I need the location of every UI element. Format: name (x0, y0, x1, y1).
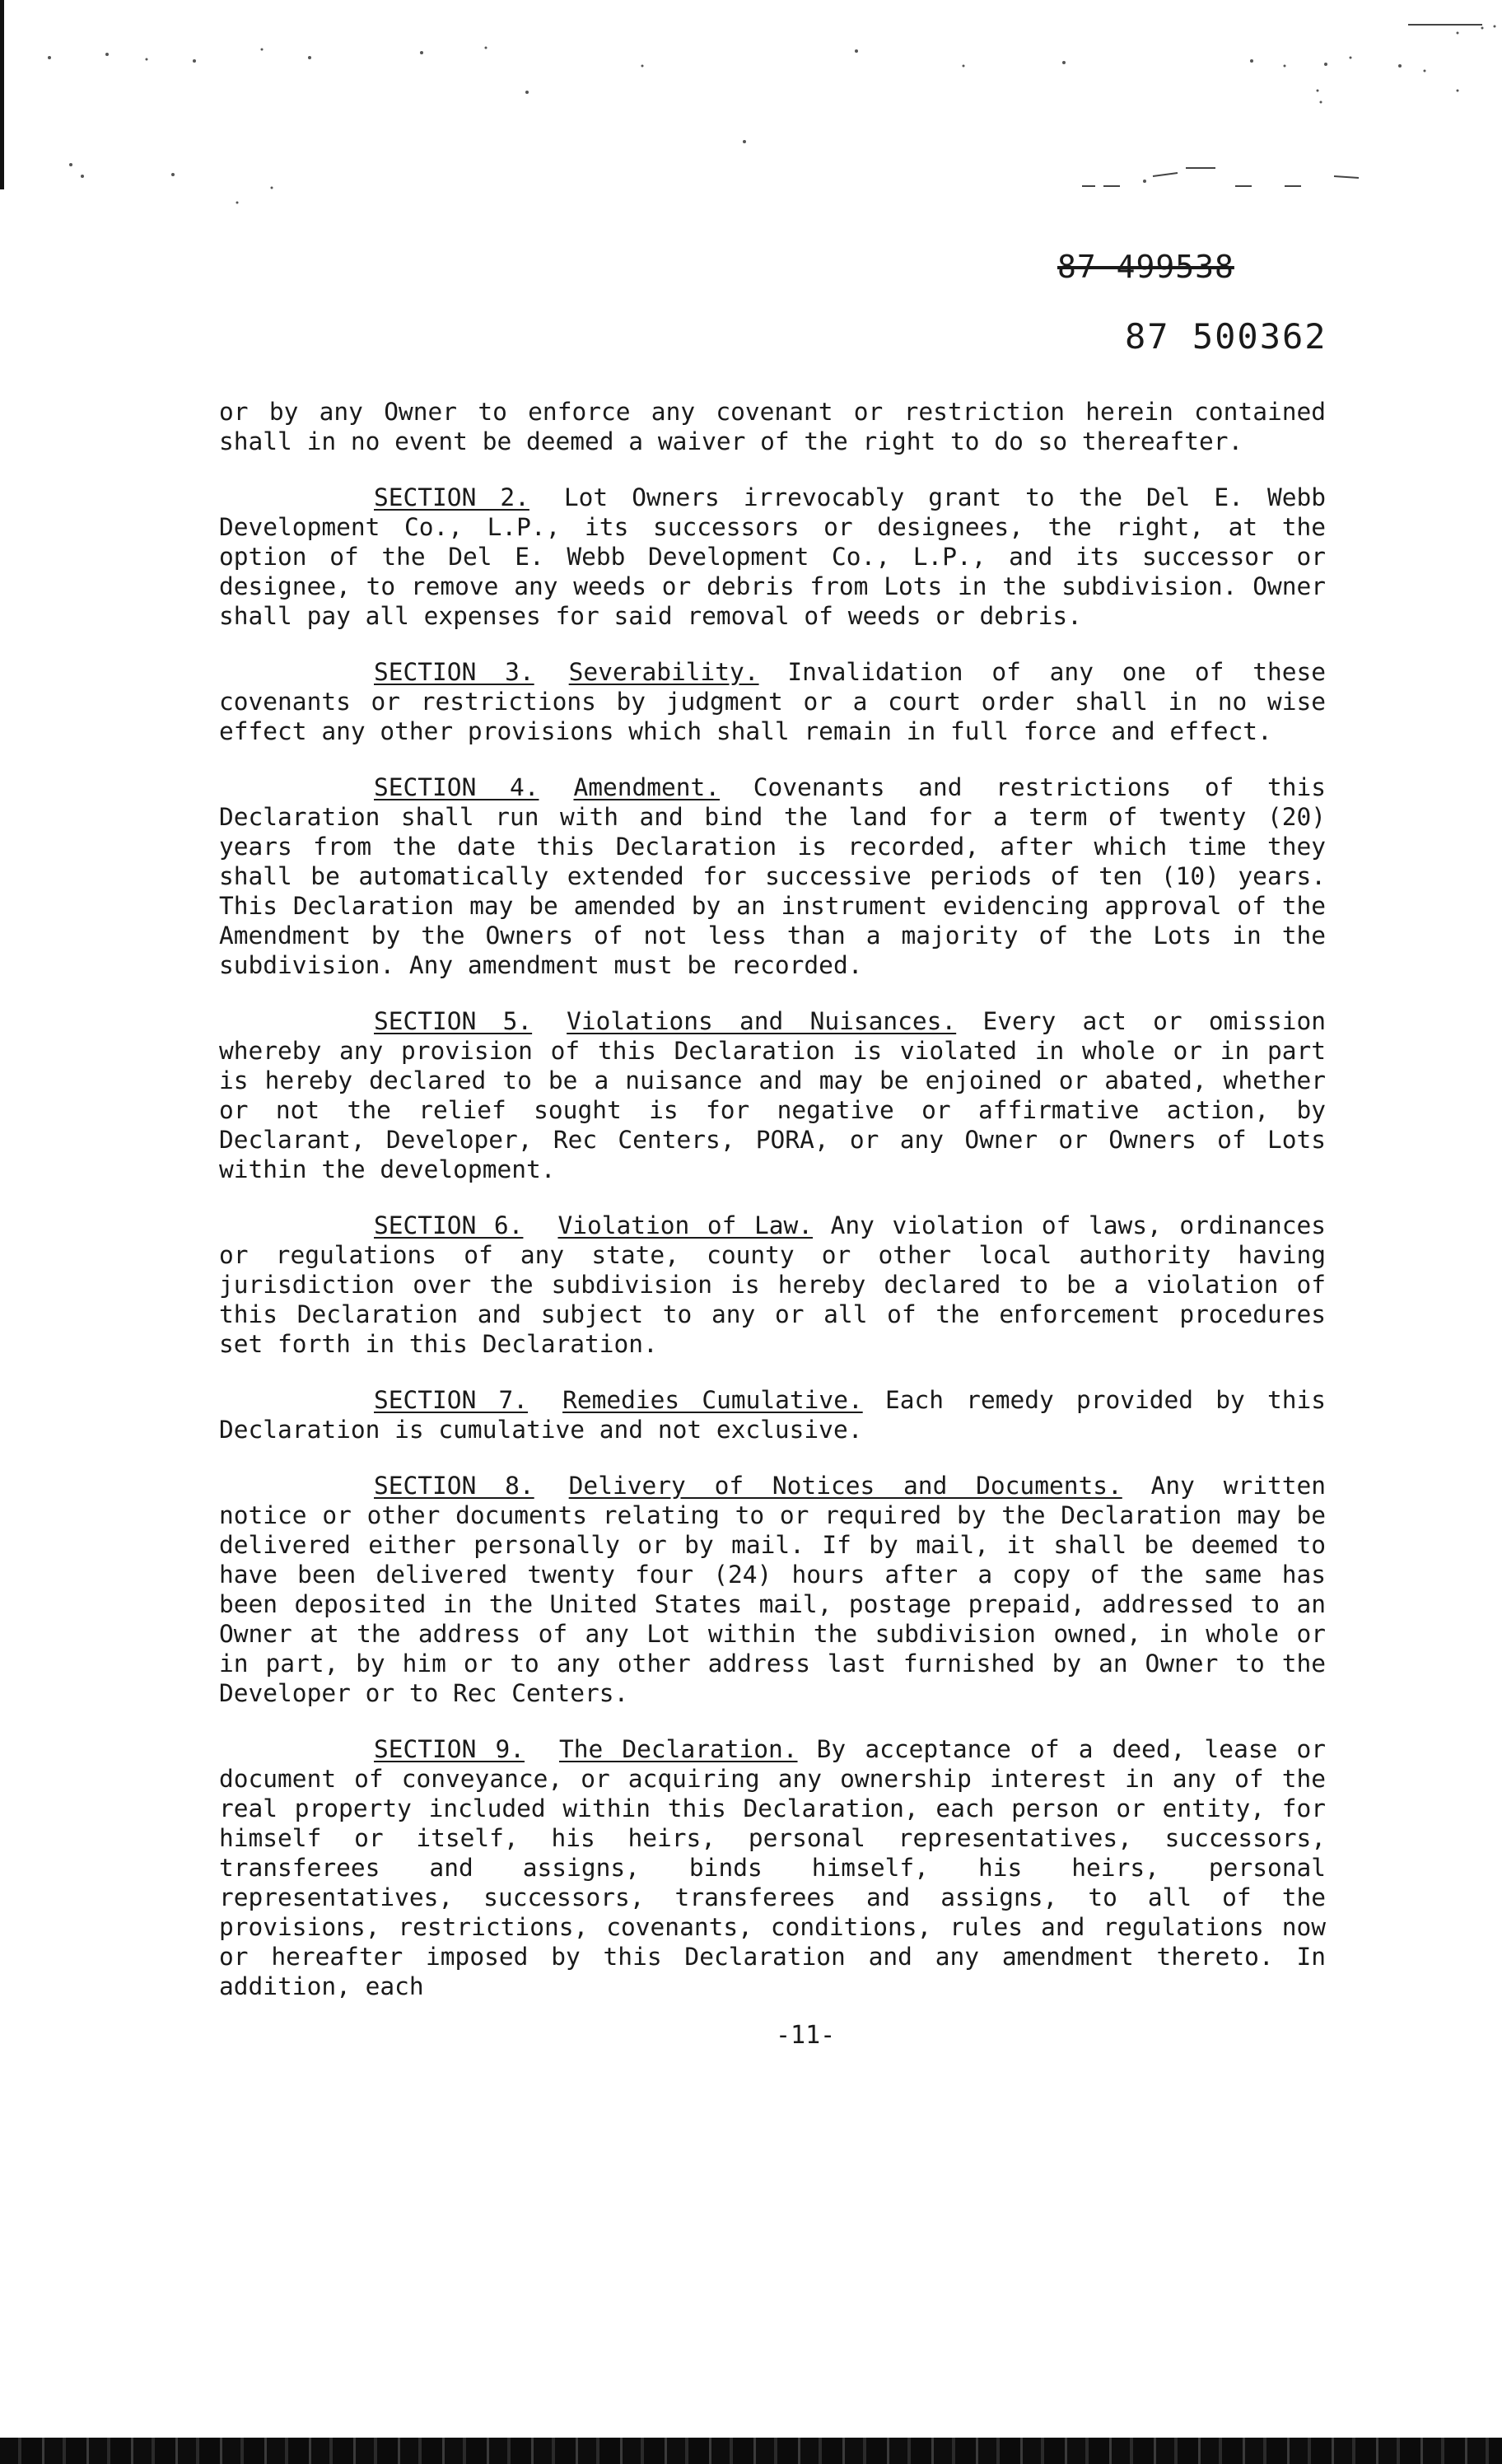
section-number: SECTION 3. (374, 658, 534, 686)
section-8 (219, 1471, 1326, 1708)
section-title: Remedies Cumulative. (562, 1386, 863, 1414)
section-body: Any written notice or other documents relating to or required by the Declaration may be delivered either personally or by mail. If by mail, it shall be deemed to have been delivered twenty four (24) hours after a copy of the same has been deposited in the United States mail, postage prepaid, addressed to an Owner at the address of any Lot within the subdivision owned, in whole or in part, by him or to any other address last furnished by an Owner to the Developer or to Rec Centers. (219, 1472, 1327, 1707)
section-number: SECTION 8. (374, 1472, 534, 1500)
section-6 (219, 1211, 1326, 1359)
page-number: -11- (776, 2021, 836, 2050)
scan-bottom-band (0, 2438, 1502, 2464)
section-5 (219, 1006, 1326, 1184)
section-4 (219, 772, 1326, 980)
section-number: SECTION 4. (374, 773, 539, 801)
superseded-document-number: 87 499538 (1057, 249, 1234, 285)
section-body: Every act or omission whereby any provision of this Declaration is violated in whole or in part is hereby declared to be a nuisance and may be enjoined or abated, whether or not the relief sought is for negative or affirmative action, by Declarant, Developer, Rec Centers, PORA, or any Owner or Owners of Lots within the development. (219, 1007, 1326, 1183)
section-number: SECTION 5. (374, 1007, 533, 1035)
section-title: Violation of Law. (557, 1211, 814, 1239)
section-number: SECTION 7. (374, 1386, 529, 1414)
section-body: Covenants and restrictions of this Declaration shall run with and bind the land for a term of twenty (20) years from the date this Declaration is recorded, after which time they shall be automatically extended for successive periods of ten (10) years. This Declaration may be amended by an instrument evidencing approval of the Amendment by the Owners of not less than a majority of the Lots in the subdivision. Any amendment must be recorded. (219, 773, 1326, 979)
opening-paragraph: or by any Owner to enforce any covenant or restriction herein contained shall in no event be deemed a waiver of the right to do so thereafter. (219, 398, 1326, 455)
section-title: Severability. (568, 658, 759, 686)
section-title: Delivery of Notices and Documents. (568, 1472, 1122, 1500)
section-2 (219, 483, 1326, 631)
section-title: Amendment. (573, 773, 721, 801)
section-number: SECTION 9. (374, 1735, 525, 1763)
section-9 (219, 1734, 1326, 2001)
section-number: SECTION 6. (374, 1211, 524, 1239)
section-number: SECTION 2. (374, 483, 529, 511)
section-title: Violations and Nuisances. (567, 1007, 957, 1035)
section-body: Each remedy provided by this Declaration is cumulative and not exclusive. (219, 1386, 1327, 1444)
section-title: The Declaration. (558, 1735, 798, 1763)
section-body: Invalidation of any one of these covenants or restrictions by judgment or a court order shall in no wise effect any other provisions which shall remain in full force and effect. (219, 658, 1327, 745)
declaration-text (219, 397, 1326, 2028)
section-body: Lot Owners irrevocably grant to the Del E. Webb Development Co., L.P., its successors or designees, the right, at the option of the Del E. Webb Development Co., L.P., and its successor or designee, to remove any weeds or debris from Lots in the subdivision. Owner shall pay all expenses for said removal of weeds or debris. (219, 483, 1326, 630)
document-number: 87 500362 (1125, 316, 1327, 357)
section-7 (219, 1385, 1326, 1444)
scan-speckle (0, 0, 1502, 214)
section-3 (219, 657, 1326, 746)
section-body: Any violation of laws, ordinances or regulations of any state, county or other local authority having jurisdiction over the subdivision is hereby declared to be a violation of this Declaration and subject to any or all of the enforcement procedures set forth in this Declaration. (219, 1211, 1326, 1358)
section-body: By acceptance of a deed, lease or document of conveyance, or acquiring any ownership interest in any of the real property included within this Declaration, each person or entity, for himself or itself, his heirs, personal representatives, successors, transferees and assigns, binds himself, his heirs, personal representatives, successors, transferees and assigns, to all of the provisions, restrictions, covenants, conditions, rules and regulations now or hereafter imposed by this Declaration and any amendment thereto. In addition, each (219, 1735, 1326, 2000)
